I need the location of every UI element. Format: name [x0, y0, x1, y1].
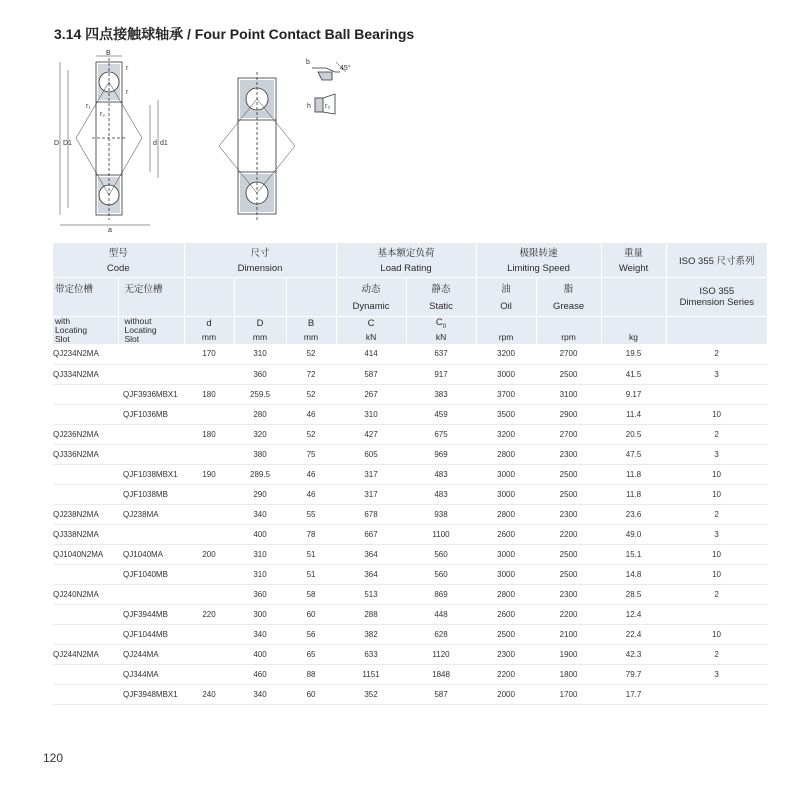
cell-C0: 869	[406, 584, 476, 604]
sym-C0: $C_0$	[406, 317, 476, 330]
cell-D: 290	[234, 484, 286, 504]
cell-weight: 28.5	[601, 584, 666, 604]
cell-without-slot	[118, 524, 184, 544]
dynamic-cn: 动态	[336, 278, 406, 298]
table-row	[53, 464, 767, 484]
table-row	[53, 624, 767, 644]
dimension-en: Dimension	[184, 260, 336, 278]
cell-grease: 2900	[536, 404, 601, 424]
cell-with-slot	[53, 664, 118, 684]
cell-C: 513	[336, 584, 406, 604]
cell-B: 78	[286, 524, 336, 544]
cell-grease: 2500	[536, 464, 601, 484]
cell-with-slot: QJ234N2MA	[53, 344, 118, 364]
cell-grease: 1700	[536, 684, 601, 704]
label-r2: r	[126, 89, 129, 96]
label-r0: r₀	[325, 103, 331, 110]
cell-D: 380	[234, 444, 286, 464]
label-a: a	[108, 227, 112, 234]
cell-weight: 12.4	[601, 604, 666, 624]
cell-D: 340	[234, 684, 286, 704]
static-cn: 静态	[406, 278, 476, 298]
cell-C: 678	[336, 504, 406, 524]
cell-B: 46	[286, 404, 336, 424]
cell-without-slot	[118, 424, 184, 444]
cell-B: 55	[286, 504, 336, 524]
cell-C: 317	[336, 464, 406, 484]
cell-B: 46	[286, 464, 336, 484]
cell-D: 400	[234, 644, 286, 664]
cell-with-slot: QJ338N2MA	[53, 524, 118, 544]
limiting-speed-cn: 极限转速	[476, 243, 601, 260]
cell-D: 310	[234, 344, 286, 364]
cell-iso: 2	[666, 504, 767, 524]
code-cn: 型号	[53, 243, 184, 260]
cell-weight: 11.4	[601, 404, 666, 424]
cell-with-slot: QJ336N2MA	[53, 444, 118, 464]
cell-B: 56	[286, 624, 336, 644]
grease-en: Grease	[536, 297, 601, 317]
cell-weight: 19.5	[601, 344, 666, 364]
label-h: h	[307, 103, 311, 110]
cell-C: 364	[336, 564, 406, 584]
cell-iso: 2	[666, 584, 767, 604]
cell-d: 180	[184, 424, 234, 444]
unit-B: mm	[286, 330, 336, 344]
cell-with-slot	[53, 684, 118, 704]
table-row	[53, 344, 767, 364]
table-row	[53, 584, 767, 604]
table-row	[53, 524, 767, 544]
cell-D: 259.5	[234, 384, 286, 404]
table-row	[53, 604, 767, 624]
cell-C: 633	[336, 644, 406, 664]
oil-cn: 油	[476, 278, 536, 298]
cell-weight: 11.8	[601, 484, 666, 504]
weight-cn: 重量	[601, 243, 666, 260]
table-row	[53, 504, 767, 524]
cell-d	[184, 564, 234, 584]
cell-iso: 2	[666, 344, 767, 364]
cell-C0: 560	[406, 544, 476, 564]
cell-without-slot: QJF3944MB	[118, 604, 184, 624]
cell-C: 605	[336, 444, 406, 464]
cell-C0: 383	[406, 384, 476, 404]
grease-cn: 脂	[536, 278, 601, 298]
cell-C: 382	[336, 624, 406, 644]
cell-C0: 560	[406, 564, 476, 584]
table-row	[53, 404, 767, 424]
cell-B: 52	[286, 424, 336, 444]
cell-grease: 2500	[536, 564, 601, 584]
cell-d: 190	[184, 464, 234, 484]
cell-D: 280	[234, 404, 286, 424]
cell-iso	[666, 604, 767, 624]
cell-weight: 42.3	[601, 644, 666, 664]
cell-iso: 10	[666, 484, 767, 504]
cell-d	[184, 524, 234, 544]
cell-D: 400	[234, 524, 286, 544]
section-title: 3.14 四点接触球轴承 / Four Point Contact Ball Bearings	[54, 26, 415, 42]
cell-B: 51	[286, 564, 336, 584]
without-slot-cn: 无定位槽	[118, 278, 184, 298]
cell-C0: 969	[406, 444, 476, 464]
cell-with-slot	[53, 464, 118, 484]
table-row	[53, 644, 767, 664]
cell-weight: 20.5	[601, 424, 666, 444]
cell-weight: 17.7	[601, 684, 666, 704]
cell-oil: 3200	[476, 424, 536, 444]
table-row	[53, 384, 767, 404]
bearing-cross-section-1	[60, 56, 158, 225]
cell-oil: 2800	[476, 584, 536, 604]
cell-weight: 22.4	[601, 624, 666, 644]
cell-C0: 483	[406, 464, 476, 484]
cell-weight: 79.7	[601, 664, 666, 684]
unit-C0: kN	[406, 330, 476, 344]
cell-with-slot: QJ236N2MA	[53, 424, 118, 444]
cell-oil: 3000	[476, 364, 536, 384]
cell-with-slot: QJ240N2MA	[53, 584, 118, 604]
cell-with-slot: QJ1040N2MA	[53, 544, 118, 564]
cell-oil: 3000	[476, 544, 536, 564]
cell-C: 288	[336, 604, 406, 624]
cell-B: 46	[286, 484, 336, 504]
cell-weight: 47.5	[601, 444, 666, 464]
cell-B: 51	[286, 544, 336, 564]
cell-d: 240	[184, 684, 234, 704]
bearing-drawings	[50, 50, 360, 235]
cell-grease: 2100	[536, 624, 601, 644]
cell-grease: 2500	[536, 544, 601, 564]
cell-C0: 938	[406, 504, 476, 524]
cell-C0: 917	[406, 364, 476, 384]
cell-d	[184, 444, 234, 464]
load-rating-en: Load Rating	[336, 260, 476, 278]
sym-B: B	[286, 317, 336, 330]
cell-iso: 2	[666, 424, 767, 444]
cell-grease: 2300	[536, 444, 601, 464]
cell-oil: 2200	[476, 664, 536, 684]
oil-en: Oil	[476, 297, 536, 317]
cell-oil: 2000	[476, 684, 536, 704]
cell-weight: 15.1	[601, 544, 666, 564]
label-r-inner2: r₂	[100, 111, 106, 118]
dimension-cn: 尺寸	[184, 243, 336, 260]
cell-B: 72	[286, 364, 336, 384]
table-header	[53, 243, 767, 344]
cell-weight: 11.8	[601, 464, 666, 484]
cell-D: 360	[234, 584, 286, 604]
cell-with-slot: QJ244N2MA	[53, 644, 118, 664]
cell-iso: 10	[666, 464, 767, 484]
cell-iso: 10	[666, 564, 767, 584]
cell-weight: 41.5	[601, 364, 666, 384]
label-r-inner: r₁	[86, 103, 91, 110]
table-row	[53, 364, 767, 384]
label-angle: 45°	[340, 65, 351, 72]
cell-without-slot: QJ1040MA	[118, 544, 184, 564]
cell-grease: 2200	[536, 524, 601, 544]
cell-without-slot	[118, 364, 184, 384]
cell-weight: 9.17	[601, 384, 666, 404]
cell-D: 310	[234, 544, 286, 564]
cell-without-slot	[118, 584, 184, 604]
unit-D: mm	[234, 330, 286, 344]
cell-C0: 675	[406, 424, 476, 444]
label-d: d	[153, 140, 157, 147]
cell-d	[184, 584, 234, 604]
cell-B: 52	[286, 384, 336, 404]
iso-series-en	[666, 278, 767, 317]
cell-C0: 628	[406, 624, 476, 644]
cell-without-slot: QJF1038MBX1	[118, 464, 184, 484]
cell-with-slot	[53, 384, 118, 404]
cell-without-slot: QJF1040MB	[118, 564, 184, 584]
cell-B: 88	[286, 664, 336, 684]
limiting-speed-en: Limiting Speed	[476, 260, 601, 278]
cell-grease: 2700	[536, 344, 601, 364]
table-row	[53, 564, 767, 584]
cell-B: 60	[286, 604, 336, 624]
table-row	[53, 664, 767, 684]
cell-without-slot	[118, 444, 184, 464]
with-slot-en: with Locating Slot	[53, 317, 118, 345]
table-row	[53, 484, 767, 504]
cell-C0: 483	[406, 484, 476, 504]
cell-oil: 2600	[476, 524, 536, 544]
cell-D: 320	[234, 424, 286, 444]
label-b: b	[306, 59, 310, 66]
cell-oil: 2800	[476, 444, 536, 464]
cell-d	[184, 644, 234, 664]
cell-without-slot: QJ344MA	[118, 664, 184, 684]
unit-weight: kg	[601, 330, 666, 344]
cell-C0: 1100	[406, 524, 476, 544]
bearing-cross-section-2	[219, 72, 295, 222]
cell-oil: 3000	[476, 484, 536, 504]
static-en: Static	[406, 297, 476, 317]
cell-C: 414	[336, 344, 406, 364]
cell-with-slot: QJ238N2MA	[53, 504, 118, 524]
cell-grease: 2500	[536, 364, 601, 384]
table-row	[53, 444, 767, 464]
cell-B: 52	[286, 344, 336, 364]
cell-B: 75	[286, 444, 336, 464]
load-rating-cn: 基本额定负荷	[336, 243, 476, 260]
page-number: 120	[43, 751, 64, 765]
cell-d: 170	[184, 344, 234, 364]
dynamic-en: Dynamic	[336, 297, 406, 317]
iso-series-en-1: ISO 355	[699, 286, 735, 297]
cell-iso: 3	[666, 364, 767, 384]
label-D: D	[54, 140, 60, 147]
cell-without-slot: QJF3936MBX1	[118, 384, 184, 404]
cell-with-slot	[53, 564, 118, 584]
cell-iso: 10	[666, 544, 767, 564]
sym-d: d	[184, 317, 234, 330]
sym-C: C	[336, 317, 406, 330]
cell-d: 220	[184, 604, 234, 624]
cell-d	[184, 484, 234, 504]
cell-d	[184, 624, 234, 644]
cell-weight: 14.8	[601, 564, 666, 584]
cell-D: 340	[234, 504, 286, 524]
cell-B: 60	[286, 684, 336, 704]
cell-without-slot: QJF3948MBX1	[118, 684, 184, 704]
unit-C: kN	[336, 330, 406, 344]
cell-grease: 2300	[536, 504, 601, 524]
cell-without-slot: QJF1036MB	[118, 404, 184, 424]
cell-C: 364	[336, 544, 406, 564]
cell-C0: 587	[406, 684, 476, 704]
cell-C0: 637	[406, 344, 476, 364]
unit-grease: rpm	[536, 330, 601, 344]
cell-C0: 448	[406, 604, 476, 624]
cell-d: 180	[184, 384, 234, 404]
cell-D: 289.5	[234, 464, 286, 484]
cell-iso: 3	[666, 664, 767, 684]
table-row	[53, 424, 767, 444]
cell-oil: 2300	[476, 644, 536, 664]
cell-weight: 49.0	[601, 524, 666, 544]
cell-C: 317	[336, 484, 406, 504]
cell-without-slot	[118, 344, 184, 364]
cell-C0: 1848	[406, 664, 476, 684]
label-r1: r	[126, 65, 129, 72]
weight-en: Weight	[601, 260, 666, 278]
iso-series-en-2: Dimension Series	[679, 297, 755, 308]
cell-grease: 2200	[536, 604, 601, 624]
unit-oil: rpm	[476, 330, 536, 344]
cell-C0: 1120	[406, 644, 476, 664]
cell-oil: 3700	[476, 384, 536, 404]
without-slot-en: without Locating Slot	[118, 317, 184, 345]
cell-iso: 10	[666, 624, 767, 644]
cell-with-slot	[53, 604, 118, 624]
table-row	[53, 544, 767, 564]
cell-grease: 3100	[536, 384, 601, 404]
cell-weight: 23.6	[601, 504, 666, 524]
cell-C0: 459	[406, 404, 476, 424]
cell-oil: 3500	[476, 404, 536, 424]
cell-grease: 1900	[536, 644, 601, 664]
code-en: Code	[53, 260, 184, 278]
cell-d	[184, 664, 234, 684]
cell-d	[184, 364, 234, 384]
cell-C: 310	[336, 404, 406, 424]
cell-d: 200	[184, 544, 234, 564]
cell-with-slot	[53, 484, 118, 504]
cell-B: 65	[286, 644, 336, 664]
cell-C: 352	[336, 684, 406, 704]
cell-without-slot: QJ238MA	[118, 504, 184, 524]
cell-C: 587	[336, 364, 406, 384]
cell-D: 310	[234, 564, 286, 584]
sym-D: D	[234, 317, 286, 330]
unit-d: mm	[184, 330, 234, 344]
table-row	[53, 684, 767, 704]
cell-iso: 3	[666, 444, 767, 464]
with-slot-cn: 带定位槽	[53, 278, 118, 298]
label-d1: d1	[160, 140, 168, 147]
cell-d	[184, 404, 234, 424]
cell-without-slot: QJ244MA	[118, 644, 184, 664]
cell-with-slot	[53, 404, 118, 424]
cell-C: 267	[336, 384, 406, 404]
label-B: B	[106, 50, 111, 57]
cell-without-slot: QJF1038MB	[118, 484, 184, 504]
cell-oil: 2600	[476, 604, 536, 624]
cell-B: 58	[286, 584, 336, 604]
bearing-table	[53, 243, 767, 705]
cell-D: 360	[234, 364, 286, 384]
cell-grease: 1800	[536, 664, 601, 684]
label-D1: D1	[63, 140, 72, 147]
cell-with-slot	[53, 624, 118, 644]
cell-oil: 2500	[476, 624, 536, 644]
cell-oil: 2800	[476, 504, 536, 524]
cell-d	[184, 504, 234, 524]
cell-iso: 10	[666, 404, 767, 424]
cell-grease: 2500	[536, 484, 601, 504]
table-body	[53, 344, 767, 704]
cell-iso	[666, 384, 767, 404]
cell-grease: 2300	[536, 584, 601, 604]
cell-with-slot: QJ334N2MA	[53, 364, 118, 384]
cell-D: 460	[234, 664, 286, 684]
cell-oil: 3000	[476, 464, 536, 484]
cell-C: 1151	[336, 664, 406, 684]
cell-grease: 2700	[536, 424, 601, 444]
cell-C: 667	[336, 524, 406, 544]
cell-D: 340	[234, 624, 286, 644]
cell-iso: 2	[666, 644, 767, 664]
cell-C: 427	[336, 424, 406, 444]
cell-oil: 3000	[476, 564, 536, 584]
cell-iso: 3	[666, 524, 767, 544]
cell-D: 300	[234, 604, 286, 624]
cell-iso	[666, 684, 767, 704]
cell-oil: 3200	[476, 344, 536, 364]
iso-series-cn: ISO 355 尺寸系列	[666, 243, 767, 278]
cell-without-slot: QJF1044MB	[118, 624, 184, 644]
